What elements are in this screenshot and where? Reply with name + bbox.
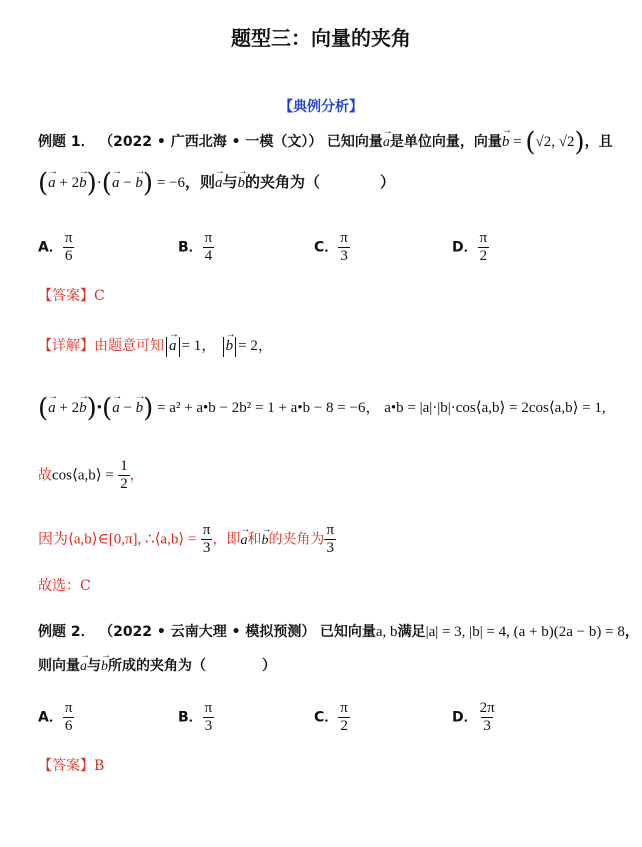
ex2-source: （2022 • 云南大理 • 模拟预测） [99, 624, 316, 640]
ex1-stem-a: 已知向量 [326, 134, 383, 150]
ex1-expand-text: = a² + a•b − 2b² = 1 + a•b − 8 = −6， [157, 400, 381, 416]
ex1-because-line: 因为⟨a,b⟩∈[0,π], ∴⟨a,b⟩ = $\frac{\pi}{3}$ ，即→ a和→ b的夹角为 $\frac{\pi}{3}$ [38, 522, 336, 557]
ex1-label: 例题 1． [38, 134, 95, 150]
ex2-line1: 例题 2． （2022 • 云南大理 • 模拟预测） 已知向量a, b满足|a| = 3, |b| = 4, (a + b)(2a − b) = 8， [38, 624, 639, 640]
ex1-stem-c: ，且 [584, 134, 613, 150]
ex1-cos-line: 故cos⟨a,b⟩ = $\frac{1}{2}$ ， [38, 458, 144, 492]
vector-a: → a [383, 133, 390, 153]
ex1-detail-line: 【详解】由题意可知→ a = 1， → b = 2， [38, 336, 273, 357]
ex1-line1 [38, 127, 613, 158]
ex2-option-b: B． $\frac{\pi}{3}$ [178, 700, 213, 734]
ex2-option-d: D． $\frac{2\pi}{3}$ [452, 700, 495, 734]
ex1-answer: 【答案】C [38, 288, 105, 304]
section-heading: 【典例分析】 [279, 99, 363, 115]
ex1-vector-b-def: → b = (√2, √2) [502, 134, 585, 150]
ex1-option-b: B． $\frac{\pi}{4}$ [178, 230, 213, 264]
ex2-answer: 【答案】B [38, 758, 105, 774]
ex2-option-a: A． $\frac{\pi}{6}$ [38, 700, 73, 734]
ex2-option-c: C． $\frac{\pi}{2}$ [314, 700, 348, 734]
ex2-line2: 则向量→ a与→ b所成的夹角为（ ） [38, 656, 276, 677]
ex1-option-c: C． $\frac{\pi}{3}$ [314, 230, 348, 264]
ex1-stem-b: 是单位向量，向量 [389, 134, 502, 150]
page-title: 题型三：向量的夹角 [231, 26, 411, 50]
ex1-eq: = −6 [156, 175, 185, 191]
ex1-option-a: A． $\frac{\pi}{6}$ [38, 230, 73, 264]
ex1-choose: 故选：C [38, 578, 91, 594]
ex1-expansion: (→ a + 2→ b)•(→ a − → b) = a² + a•b − 2b² = 1 + a•b − 8 = −6， a•b = |a|·|b|·cos⟨a,b⟩ = 2cos⟨a,b⟩ = 1, [38, 398, 606, 419]
ex1-dot-text: a•b = |a|·|b|·cos⟨a,b⟩ = 2cos⟨a,b⟩ = 1, [384, 400, 606, 416]
ex1-source: （2022 • 广西北海 • 一模（文）） [99, 134, 323, 150]
ex1-line2: (→ a + 2→ b)·(→ a − → b) = −6，则→ a与→ b的夹角为（ ） [38, 172, 395, 194]
ex2-condition: |a| = 3, |b| = 4, (a + b)(2a − b) = 8 [425, 624, 625, 640]
ex2-label: 例题 2． [38, 624, 95, 640]
ex1-option-d: D． $\frac{\pi}{2}$ [452, 230, 488, 264]
